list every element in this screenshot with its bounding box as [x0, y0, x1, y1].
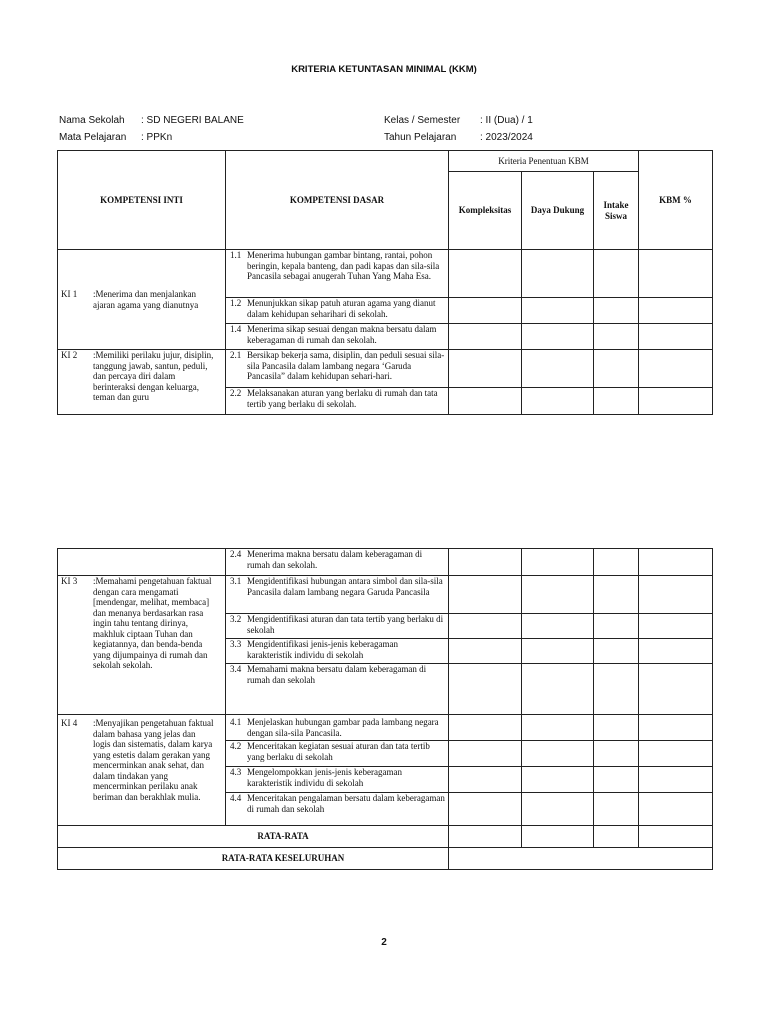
daya-dukung-cell[interactable] — [522, 298, 594, 324]
intake-cell[interactable] — [594, 639, 639, 664]
year-value: : 2023/2024 — [480, 132, 533, 143]
kkm-table-part1 — [57, 150, 713, 415]
kd-1-1: 1.1 Menerima hubungan gambar bintang, rantai, pohon beringin, kepala banteng, dan padi kapas dan sila-sila Pancasila sebagai anugerah Tuhan Yang Maha Esa. — [226, 250, 449, 298]
kompleksitas-cell[interactable] — [449, 664, 522, 715]
overall-average-value-cell[interactable] — [449, 848, 713, 870]
kbm-cell[interactable] — [639, 614, 713, 639]
intake-cell[interactable] — [594, 350, 639, 388]
year-info — [384, 132, 533, 143]
intake-cell[interactable] — [594, 664, 639, 715]
intake-cell[interactable] — [594, 767, 639, 793]
school-label: Nama Sekolah — [59, 115, 125, 126]
class-info — [384, 115, 533, 126]
ki1-number: KI 1 — [61, 289, 78, 299]
kd-3-2: 3.2 Mengidentifikasi aturan dan tata tertib yang berlaku di sekolah — [226, 614, 449, 639]
kompleksitas-cell[interactable] — [449, 388, 522, 415]
kompleksitas-cell[interactable] — [449, 576, 522, 614]
kd-4-3: 4.3 Mengelompokkan jenis-jenis keberagaman karakteristik individu di sekolah — [226, 767, 449, 793]
kd-4-4: 4.4 Menceritakan pengalaman bersatu dalam keberagaman di rumah dan sekolah — [226, 793, 449, 826]
kd-4-1: 4.1 Menjelaskan hubungan gambar pada lambang negara dengan sila-sila Pancasila. — [226, 715, 449, 741]
ki2-number: KI 2 — [61, 350, 78, 360]
daya-dukung-cell[interactable] — [522, 576, 594, 614]
daya-dukung-cell[interactable] — [522, 388, 594, 415]
kbm-average-cell[interactable] — [639, 826, 713, 848]
kompleksitas-cell[interactable] — [449, 793, 522, 826]
page-number: 2 — [381, 937, 387, 948]
kbm-cell[interactable] — [639, 350, 713, 388]
ki4-cell — [58, 715, 226, 826]
kompleksitas-cell[interactable] — [449, 250, 522, 298]
kompleksitas-average-cell[interactable] — [449, 826, 522, 848]
kd-4-2: 4.2 Menceritakan kegiatan sesuai aturan dan tata tertib yang berlaku di sekolah — [226, 741, 449, 767]
kbm-cell[interactable] — [639, 741, 713, 767]
intake-cell[interactable] — [594, 388, 639, 415]
daya-dukung-cell[interactable] — [522, 250, 594, 298]
kompleksitas-cell[interactable] — [449, 324, 522, 350]
kd-3-4: 3.4 Memahami makna bersatu dalam keberagaman di rumah dan sekolah — [226, 664, 449, 715]
daya-dukung-cell[interactable] — [522, 741, 594, 767]
kompleksitas-cell[interactable] — [449, 549, 522, 576]
ki3-text: :Memahami pengetahuan faktual dengan cara mengamati [mendengar, melihat, membaca] dan menanya berdasarkan rasa ingin tahu tentang dirinya, makhluk ciptaan Tuhan dan kegiatannya, dan benda-benda yang dijumpainya di rumah dan sekolah sekolah. — [93, 576, 212, 670]
kbm-cell[interactable] — [639, 715, 713, 741]
subject-info — [59, 132, 172, 143]
subject-label: Mata Pelajaran — [59, 132, 127, 143]
header-ki: KOMPETENSI INTI — [58, 151, 226, 250]
daya-dukung-cell[interactable] — [522, 767, 594, 793]
daya-dukung-cell[interactable] — [522, 664, 594, 715]
year-label: Tahun Pelajaran — [384, 132, 457, 143]
subject-value: : PPKn — [141, 132, 173, 143]
header-intake: Intake Siswa — [594, 172, 639, 250]
page-title: KRITERIA KETUNTASAN MINIMAL (KKM) — [291, 64, 477, 75]
kbm-cell[interactable] — [639, 549, 713, 576]
intake-cell[interactable] — [594, 576, 639, 614]
kbm-cell[interactable] — [639, 298, 713, 324]
kompleksitas-cell[interactable] — [449, 639, 522, 664]
intake-cell[interactable] — [594, 793, 639, 826]
intake-average-cell[interactable] — [594, 826, 639, 848]
school-value: : SD NEGERI BALANE — [141, 115, 244, 126]
ki4-text: :Menyajikan pengetahuan faktual dalam bahasa yang jelas dan logis dan sistematis, dalam karya yang estetis dalam gerakan yang mencerminkan anak sehat, dan dalam tindakan yang mencerminkan perilaku anak beriman dan berakhlak mulia. — [93, 718, 214, 802]
header-kd: KOMPETENSI DASAR — [226, 151, 449, 250]
intake-cell[interactable] — [594, 298, 639, 324]
school-info — [59, 115, 244, 126]
kompleksitas-cell[interactable] — [449, 741, 522, 767]
kbm-cell[interactable] — [639, 324, 713, 350]
average-label: RATA-RATA — [58, 826, 449, 848]
daya-dukung-cell[interactable] — [522, 639, 594, 664]
ki1-cell — [58, 250, 226, 350]
header-support: Daya Dukung — [522, 172, 594, 250]
daya-dukung-cell[interactable] — [522, 793, 594, 826]
kbm-cell[interactable] — [639, 664, 713, 715]
ki3-cell — [58, 576, 226, 715]
intake-cell[interactable] — [594, 250, 639, 298]
daya-dukung-average-cell[interactable] — [522, 826, 594, 848]
daya-dukung-cell[interactable] — [522, 614, 594, 639]
kbm-cell[interactable] — [639, 388, 713, 415]
kd-1-2: 1.2 Menunjukkan sikap patuh aturan agama yang dianut dalam kehidupan seharihari di sekolah. — [226, 298, 449, 324]
kompleksitas-cell[interactable] — [449, 614, 522, 639]
kbm-cell[interactable] — [639, 639, 713, 664]
class-label: Kelas / Semester — [384, 115, 461, 126]
intake-cell[interactable] — [594, 741, 639, 767]
ki1-text: :Menerima dan menjalankan ajaran agama yang dianutnya — [93, 289, 199, 310]
intake-cell[interactable] — [594, 715, 639, 741]
ki-empty-cell — [58, 549, 226, 576]
kd-3-1: 3.1 Mengidentifikasi hubungan antara simbol dan sila-sila Pancasila dalam lambang negara Garuda Pancasila — [226, 576, 449, 614]
intake-cell[interactable] — [594, 324, 639, 350]
class-value: : II (Dua) / 1 — [480, 115, 533, 126]
daya-dukung-cell[interactable] — [522, 350, 594, 388]
kompleksitas-cell[interactable] — [449, 767, 522, 793]
kbm-cell[interactable] — [639, 767, 713, 793]
ki2-text: :Memiliki perilaku jujur, disiplin, tanggung jawab, santun, peduli, dan percaya diri dalam berinteraksi dengan keluarga, teman dan guru — [93, 350, 214, 402]
ki4-number: KI 4 — [61, 718, 78, 728]
overall-average-label: RATA-RATA KESELURUHAN — [58, 848, 449, 870]
kbm-cell[interactable] — [639, 250, 713, 298]
daya-dukung-cell[interactable] — [522, 549, 594, 576]
daya-dukung-cell[interactable] — [522, 715, 594, 741]
kd-1-4: 1.4 Menerima sikap sesuai dengan makna bersatu dalam keberagaman di rumah dan sekolah. — [226, 324, 449, 350]
kompleksitas-cell[interactable] — [449, 350, 522, 388]
kompleksitas-cell[interactable] — [449, 715, 522, 741]
daya-dukung-cell[interactable] — [522, 324, 594, 350]
header-complexity: Kompleksitas — [449, 172, 522, 250]
kd-3-3: 3.3 Mengidentifikasi jenis-jenis keberagaman karakteristik individu di sekolah — [226, 639, 449, 664]
kd-2-1: 2.1 Bersikap bekerja sama, disiplin, dan peduli sesuai sila-sila Pancasila dalam lambang negara ‘Garuda Pancasila” dalam kehidupan sehari-hari. — [226, 350, 449, 388]
kd-2-4: 2.4 Menerima makna bersatu dalam keberagaman di rumah dan sekolah. — [226, 549, 449, 576]
ki2-cell — [58, 350, 226, 415]
header-kbm: KBM % — [639, 151, 713, 250]
intake-cell[interactable] — [594, 614, 639, 639]
kbm-cell[interactable] — [639, 576, 713, 614]
kkm-table-part2 — [57, 548, 713, 870]
kbm-cell[interactable] — [639, 793, 713, 826]
kd-2-2: 2.2 Melaksanakan aturan yang berlaku di rumah dan tata tertib yang berlaku di sekolah. — [226, 388, 449, 415]
header-criteria: Kriteria Penentuan KBM — [449, 151, 639, 172]
kompleksitas-cell[interactable] — [449, 298, 522, 324]
ki3-number: KI 3 — [61, 576, 78, 586]
intake-cell[interactable] — [594, 549, 639, 576]
